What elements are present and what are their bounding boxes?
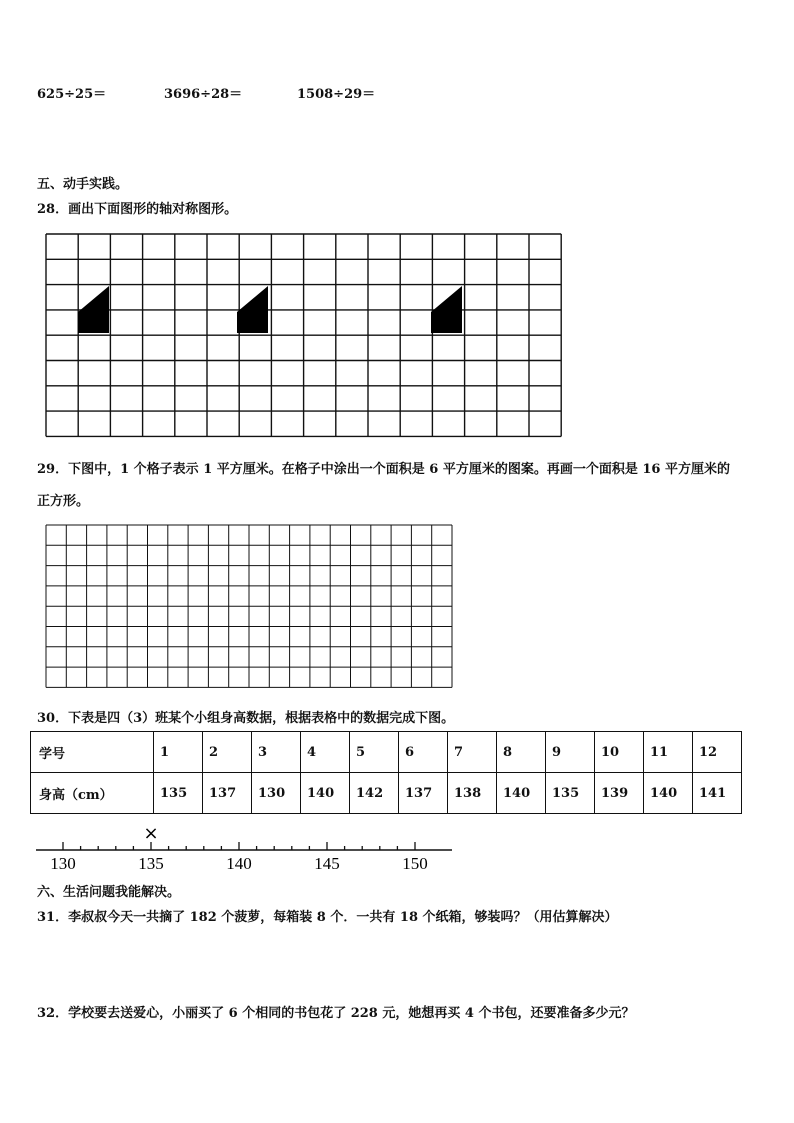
- q29-grid: [45, 524, 455, 690]
- q28-grid: [44, 232, 566, 440]
- table-cell: 2: [203, 732, 252, 773]
- table-cell: 12: [693, 732, 742, 773]
- calc-3: 1508÷29＝: [297, 87, 376, 102]
- table-cell: 140: [301, 773, 350, 814]
- table-cell: 135: [154, 773, 203, 814]
- table-cell: 137: [399, 773, 448, 814]
- q29-line1: 29．下图中，1 个格子表示 1 平方厘米。在格子中涂出一个面积是 6 平方厘米的图案。再画一个面积是 16 平方厘米的: [37, 462, 730, 477]
- q31-text: 31．李叔叔今天一共摘了 182 个菠萝，每箱装 8 个．一共有 18 个纸箱，够装吗？（用估算解决）: [37, 910, 618, 925]
- table-cell: 7: [448, 732, 497, 773]
- q28-text: 28．画出下面图形的轴对称图形。: [37, 202, 238, 217]
- table-cell: 3: [252, 732, 301, 773]
- q28-shape-1: [78, 286, 109, 333]
- section-6-title: 六、生活问题我能解决。: [37, 885, 181, 900]
- table-cell: 140: [644, 773, 693, 814]
- table-cell: 142: [350, 773, 399, 814]
- table-cell: 4: [301, 732, 350, 773]
- row-header-id: 学号: [31, 732, 154, 773]
- calc-2: 3696÷28＝: [164, 87, 243, 102]
- table-cell: 10: [595, 732, 644, 773]
- row-header-height: 身高（cm）: [31, 773, 154, 814]
- q30-text: 30．下表是四（3）班某个小组身高数据，根据表格中的数据完成下图。: [37, 711, 455, 726]
- q29-line2: 正方形。: [37, 494, 90, 509]
- table-cell: 135: [546, 773, 595, 814]
- table-cell: 1: [154, 732, 203, 773]
- table-cell: 140: [497, 773, 546, 814]
- table-cell: 138: [448, 773, 497, 814]
- table-cell: 9: [546, 732, 595, 773]
- axis-label: 145: [314, 854, 340, 873]
- section-5-title: 五、动手实践。: [37, 177, 129, 192]
- height-table: [30, 731, 742, 814]
- q32-text: 32．学校要去送爱心，小丽买了 6 个相同的书包花了 228 元，她想再买 4 个书包，还要准备多少元？: [37, 1006, 635, 1021]
- table-cell: 130: [252, 773, 301, 814]
- table-row: [31, 773, 742, 814]
- table-row: [31, 732, 742, 773]
- table-cell: 139: [595, 773, 644, 814]
- table-cell: 137: [203, 773, 252, 814]
- number-line: [30, 820, 460, 876]
- data-mark-x: ×: [143, 823, 159, 844]
- q28-shape-2: [237, 286, 268, 333]
- axis-label: 150: [402, 854, 428, 873]
- table-cell: 5: [350, 732, 399, 773]
- table-cell: 6: [399, 732, 448, 773]
- table-cell: 11: [644, 732, 693, 773]
- calc-1: 625÷25＝: [37, 87, 107, 102]
- axis-label: 140: [226, 854, 252, 873]
- q28-shape-3: [431, 286, 462, 333]
- axis-label: 130: [50, 854, 76, 873]
- table-cell: 8: [497, 732, 546, 773]
- axis-label: 135: [138, 854, 164, 873]
- table-cell: 141: [693, 773, 742, 814]
